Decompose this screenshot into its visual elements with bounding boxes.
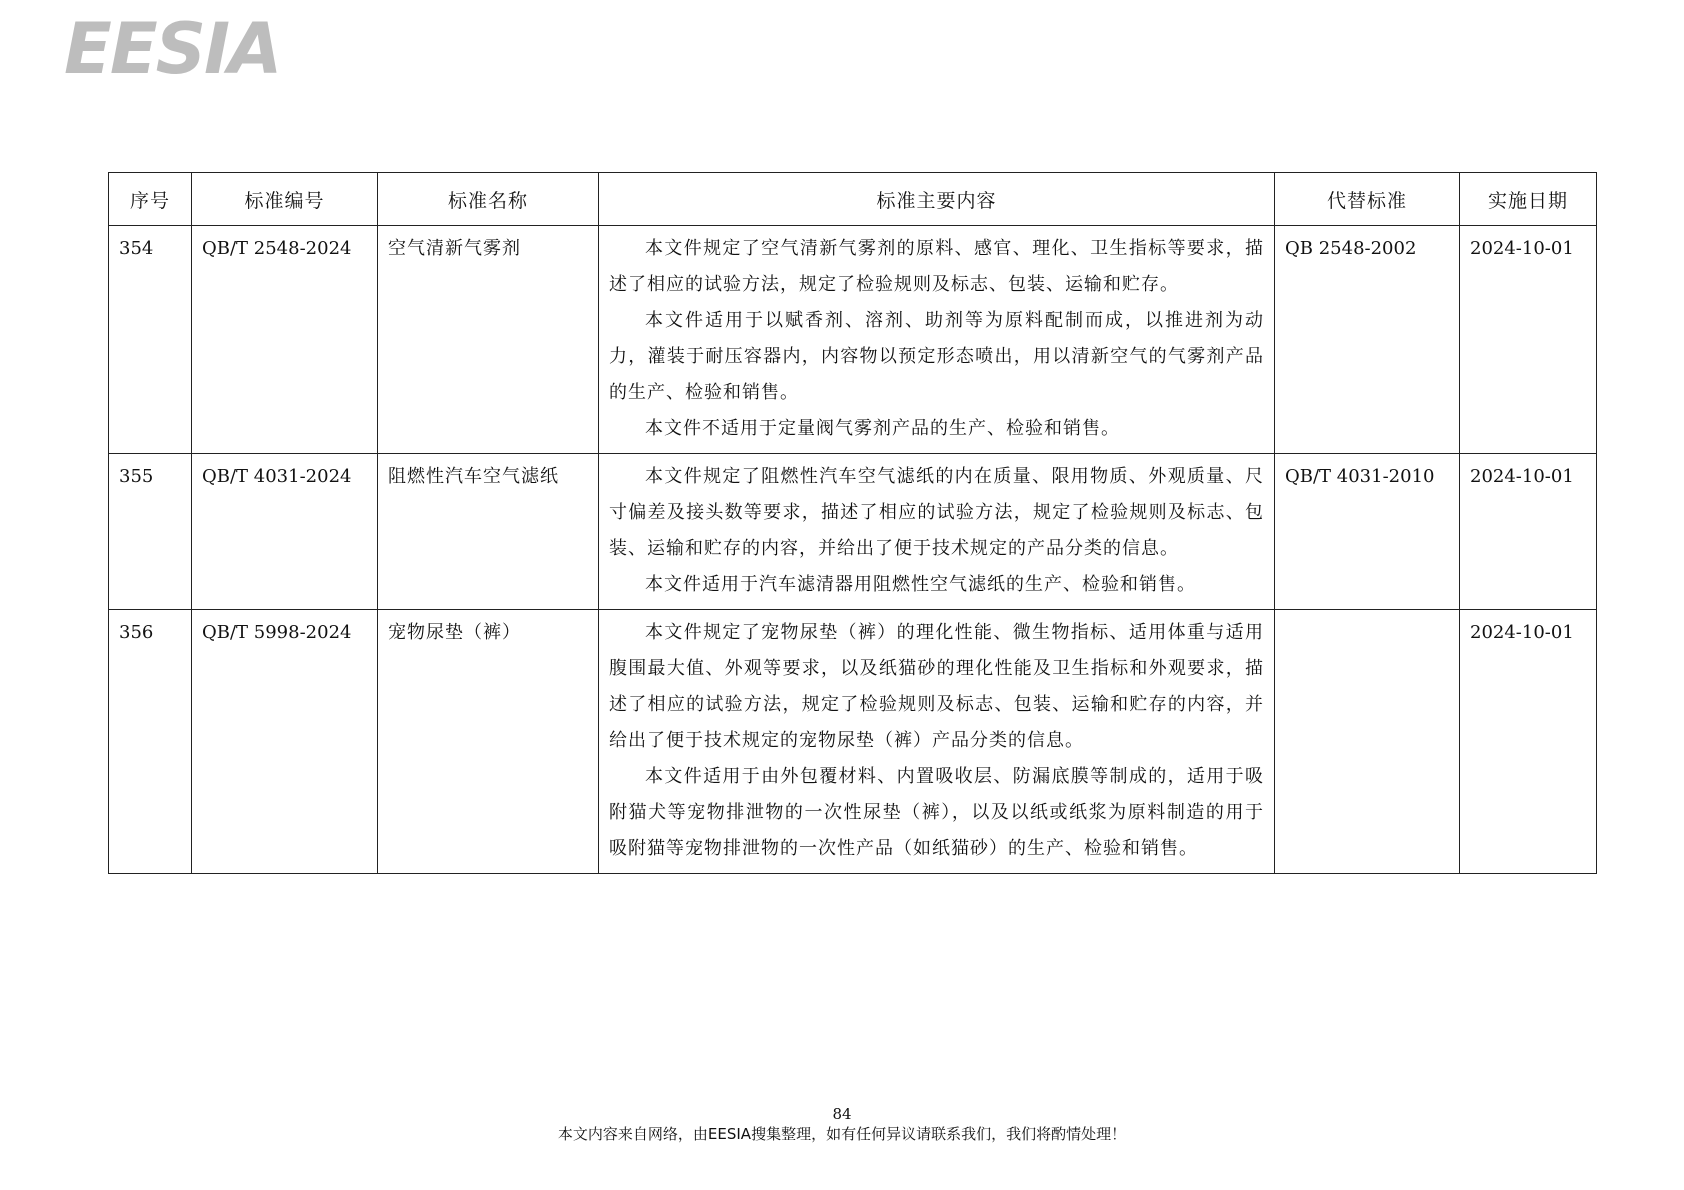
replaced-standard: QB 2548-2002 — [1275, 226, 1460, 454]
header-number: 序号 — [109, 173, 192, 226]
row-number: 356 — [109, 610, 192, 874]
standard-name: 宠物尿垫（裤） — [378, 610, 599, 874]
standards-table — [108, 172, 1597, 874]
row-number: 355 — [109, 454, 192, 610]
content-paragraph: 本文件规定了阻燃性汽车空气滤纸的内在质量、限用物质、外观质量、尺寸偏差及接头数等要求，描述了相应的试验方法，规定了检验规则及标志、包装、运输和贮存的内容，并给出了便于技术规定的产品分类的信息。 — [609, 466, 1264, 559]
footer-disclaimer: 本文内容来自网络，由EESIA搜集整理，如有任何异议请联系我们，我们将酌情处理！ — [557, 1125, 1127, 1143]
standard-name: 阻燃性汽车空气滤纸 — [378, 454, 599, 610]
header-replaces: 代替标准 — [1275, 173, 1460, 226]
effective-date: 2024-10-01 — [1460, 610, 1597, 874]
standard-content — [599, 454, 1275, 610]
table-header-row — [109, 173, 1597, 226]
standard-code: QB/T 4031-2024 — [192, 454, 378, 610]
standard-content — [599, 610, 1275, 874]
header-content: 标准主要内容 — [599, 173, 1275, 226]
eesia-logo: EESIA — [64, 8, 281, 90]
header-name: 标准名称 — [378, 173, 599, 226]
header-date: 实施日期 — [1460, 173, 1597, 226]
replaced-standard: QB/T 4031-2010 — [1275, 454, 1460, 610]
page-number: 84 — [832, 1105, 852, 1123]
content-paragraph: 本文件适用于以赋香剂、溶剂、助剂等为原料配制而成，以推进剂为动力，灌装于耐压容器内，内容物以预定形态喷出，用以清新空气的气雾剂产品的生产、检验和销售。 — [609, 310, 1264, 403]
table-row — [109, 454, 1597, 610]
replaced-standard — [1275, 610, 1460, 874]
content-paragraph: 本文件不适用于定量阀气雾剂产品的生产、检验和销售。 — [645, 418, 1120, 439]
row-number: 354 — [109, 226, 192, 454]
header-code: 标准编号 — [192, 173, 378, 226]
table-row — [109, 226, 1597, 454]
content-paragraph: 本文件适用于汽车滤清器用阻燃性空气滤纸的生产、检验和销售。 — [645, 574, 1196, 595]
effective-date: 2024-10-01 — [1460, 454, 1597, 610]
standard-name: 空气清新气雾剂 — [378, 226, 599, 454]
standard-code: QB/T 5998-2024 — [192, 610, 378, 874]
effective-date: 2024-10-01 — [1460, 226, 1597, 454]
standard-code: QB/T 2548-2024 — [192, 226, 378, 454]
standard-content — [599, 226, 1275, 454]
table-row — [109, 610, 1597, 874]
content-paragraph: 本文件适用于由外包覆材料、内置吸收层、防漏底膜等制成的，适用于吸附猫犬等宠物排泄物的一次性尿垫（裤），以及以纸或纸浆为原料制造的用于吸附猫等宠物排泄物的一次性产品（如纸猫砂）的生产、检验和销售。 — [609, 766, 1264, 859]
content-paragraph: 本文件规定了空气清新气雾剂的原料、感官、理化、卫生指标等要求，描述了相应的试验方法，规定了检验规则及标志、包装、运输和贮存。 — [609, 238, 1264, 295]
content-paragraph: 本文件规定了宠物尿垫（裤）的理化性能、微生物指标、适用体重与适用腹围最大值、外观等要求，以及纸猫砂的理化性能及卫生指标和外观要求，描述了相应的试验方法，规定了检验规则及标志、包装、运输和贮存的内容，并给出了便于技术规定的宠物尿垫（裤）产品分类的信息。 — [609, 622, 1264, 751]
